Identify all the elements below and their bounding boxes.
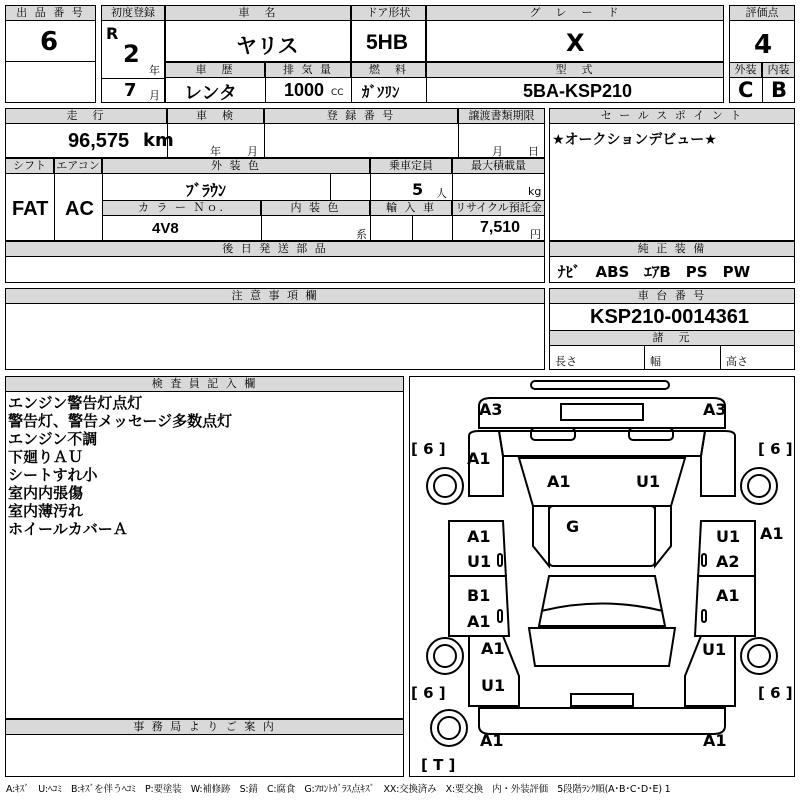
damage-mark: U1 [716, 527, 741, 546]
length-label: 長さ [555, 355, 577, 368]
width-label: 幅 [650, 355, 661, 368]
yen-unit: 円 [530, 228, 541, 241]
recycle-value: 7,510 [480, 219, 521, 236]
inspector-notes-list [8, 394, 232, 538]
inspection-year-unit: 年 [210, 145, 221, 158]
tire-front-right: [ 6 ] [758, 440, 793, 458]
row2-div3 [458, 124, 459, 158]
aircon-value: AC [65, 198, 94, 220]
damage-mark: U1 [636, 472, 661, 491]
inspection-month-unit: 月 [247, 145, 258, 158]
capacity-header: 乗車定員 [370, 158, 452, 174]
car-name-header: 車 名 [165, 5, 351, 21]
displacement-value: 1000 [284, 80, 325, 100]
inspector-note: ホイールカバーＡ [8, 520, 128, 538]
inspection-header: 車 検 [167, 108, 264, 124]
kg-unit: kg [528, 185, 542, 198]
damage-mark: U1 [481, 676, 506, 695]
exterior-value: C [738, 78, 754, 102]
damage-mark: B1 [467, 586, 491, 605]
first-reg-header: 初度登録 [101, 5, 165, 21]
capacity-subdiv [412, 216, 413, 241]
damage-mark: G [566, 517, 580, 536]
grade-header: グ レ ー ド [426, 5, 724, 21]
fuel-value: ｶﾞｿﾘﾝ [362, 83, 400, 101]
specs-div1 [644, 346, 645, 370]
tire-spare: [ T ] [421, 756, 456, 774]
max-load-header: 最大積載量 [452, 158, 545, 174]
km-unit: km [143, 130, 174, 151]
damage-mark: A3 [479, 400, 503, 419]
import-header: 輸 入 車 [370, 200, 452, 216]
damage-mark: A1 [481, 639, 505, 658]
aircon-header: エアコン [54, 158, 102, 174]
legend: A:ｷｽﾞ U:ﾍｺﾐ B:ｷｽﾞを伴うﾍｺﾐ P:要塗装 W:補修跡 S:錆 C:腐食 G:ﾌﾛﾝﾄｶﾞﾗｽ点ｷｽﾞ XX:交換済み X:要交換 内・外装評価 5段階ﾗﾝｸ順(A･B･C･D･E) 1 [6, 784, 671, 795]
inspector-note: エンジン不調 [8, 430, 98, 448]
score-value: 4 [754, 30, 773, 60]
inspector-note: 下廻りＡＵ [8, 448, 84, 466]
cc-unit: CC [331, 88, 344, 98]
door-value: 5HB [366, 31, 409, 54]
specs-header: 諸 元 [549, 330, 795, 346]
interior-value: B [771, 78, 788, 102]
shift-header: シフト [5, 158, 54, 174]
tire-rear-right: [ 6 ] [758, 684, 793, 702]
chassis-header: 車 台 番 号 [549, 288, 795, 304]
first-reg-divider [101, 78, 165, 79]
damage-mark: A1 [760, 524, 784, 543]
int-color-header: 内 装 色 [261, 200, 370, 216]
damage-mark: A1 [467, 527, 491, 546]
lot-number-divider [5, 61, 96, 62]
grade-divider [762, 78, 763, 103]
row2-div2 [264, 124, 265, 158]
sales-point-box [549, 108, 795, 241]
damage-mark: A2 [716, 552, 740, 571]
deadline-header: 譲渡書類期限 [458, 108, 545, 124]
lot-number-header: 出 品 番 号 [5, 5, 96, 21]
inspector-note: シートすれ小 [8, 466, 98, 484]
mileage-header: 走 行 [5, 108, 167, 124]
shift-value: FAT [12, 198, 49, 220]
genuine-equip-value: ﾅﾋﾞ ABS ｴｱB PS PW [558, 263, 751, 281]
chassis-value: KSP210-0014361 [590, 306, 750, 328]
capacity-value: 5 [412, 180, 424, 199]
fuel-header: 燃 料 [351, 62, 426, 78]
inspector-note: 室内薄汚れ [8, 502, 84, 520]
history-value: レンタ [184, 83, 237, 104]
model-value: 5BA-KSP210 [523, 81, 633, 101]
sales-point-header: セ ー ル ス ポ イ ン ト [549, 108, 795, 124]
notes-header: 注 意 事 項 欄 [5, 288, 545, 304]
color-no-div [261, 216, 262, 241]
color-no-value: 4V8 [152, 220, 179, 237]
kei-unit: 系 [356, 228, 367, 241]
inspector-note: 室内内張傷 [8, 484, 84, 502]
damage-mark: A1 [703, 731, 727, 750]
genuine-equip-header: 純 正 装 備 [549, 241, 795, 257]
door-header: ドア形状 [351, 5, 426, 21]
history-header: 車 歴 [165, 62, 265, 78]
extcolor-subdiv [330, 174, 331, 200]
shift-div [54, 174, 55, 241]
color-no-header: カ ラ ー Ｎｏ. [102, 200, 261, 216]
displacement-header: 排 気 量 [265, 62, 351, 78]
office-header: 事 務 局 よ り ご 案 内 [5, 719, 404, 735]
ext-color-value: ﾌﾞﾗｳﾝ [186, 181, 227, 200]
height-label: 高さ [726, 355, 748, 368]
row1b-div3 [426, 78, 427, 103]
car-name-value: ヤリス [236, 34, 299, 58]
row1b-div2 [351, 78, 352, 103]
damage-mark: A1 [467, 612, 491, 631]
inspector-note: エンジン警告灯点灯 [8, 394, 143, 412]
score-header: 評価点 [729, 5, 795, 21]
era-value: R [106, 24, 119, 43]
damage-mark: A1 [467, 449, 491, 468]
deadline-month-unit: 月 [492, 145, 503, 158]
lot-number-value: 6 [40, 27, 59, 57]
damage-mark: U1 [467, 552, 492, 571]
model-header: 型 式 [426, 62, 724, 78]
later-parts-header: 後 日 発 送 部 品 [5, 241, 545, 257]
car-diagram [409, 376, 795, 777]
tire-front-left: [ 6 ] [411, 440, 446, 458]
persons-unit: 人 [436, 187, 447, 200]
reg-year-value: 2 [123, 40, 140, 68]
grade-value: X [566, 29, 585, 57]
sales-point-value: ★オークションデビュー★ [552, 132, 717, 148]
reg-year-unit: 年 [149, 64, 160, 77]
recycle-header: リサイクル預託金 [452, 200, 545, 216]
damage-mark: U1 [702, 640, 727, 659]
deadline-day-unit: 日 [528, 145, 539, 158]
inspector-header: 検 査 員 記 入 欄 [5, 376, 404, 392]
damage-mark: A3 [703, 400, 727, 419]
interior-header: 内装 [762, 62, 795, 78]
reg-no-header: 登 録 番 号 [264, 108, 458, 124]
damage-mark: A1 [480, 731, 504, 750]
specs-div2 [720, 346, 721, 370]
reg-month-unit: 月 [149, 89, 160, 102]
exterior-header: 外装 [729, 62, 762, 78]
row1b-div1 [265, 78, 266, 103]
inspector-note: 警告灯、警告メッセージ多数点灯 [8, 412, 233, 430]
tire-rear-left: [ 6 ] [411, 684, 446, 702]
damage-mark: A1 [716, 586, 740, 605]
ext-color-header: 外 装 色 [102, 158, 370, 174]
damage-mark: A1 [547, 472, 571, 491]
reg-month-value: 7 [124, 80, 137, 101]
mileage-value: 96,575 [68, 130, 130, 152]
